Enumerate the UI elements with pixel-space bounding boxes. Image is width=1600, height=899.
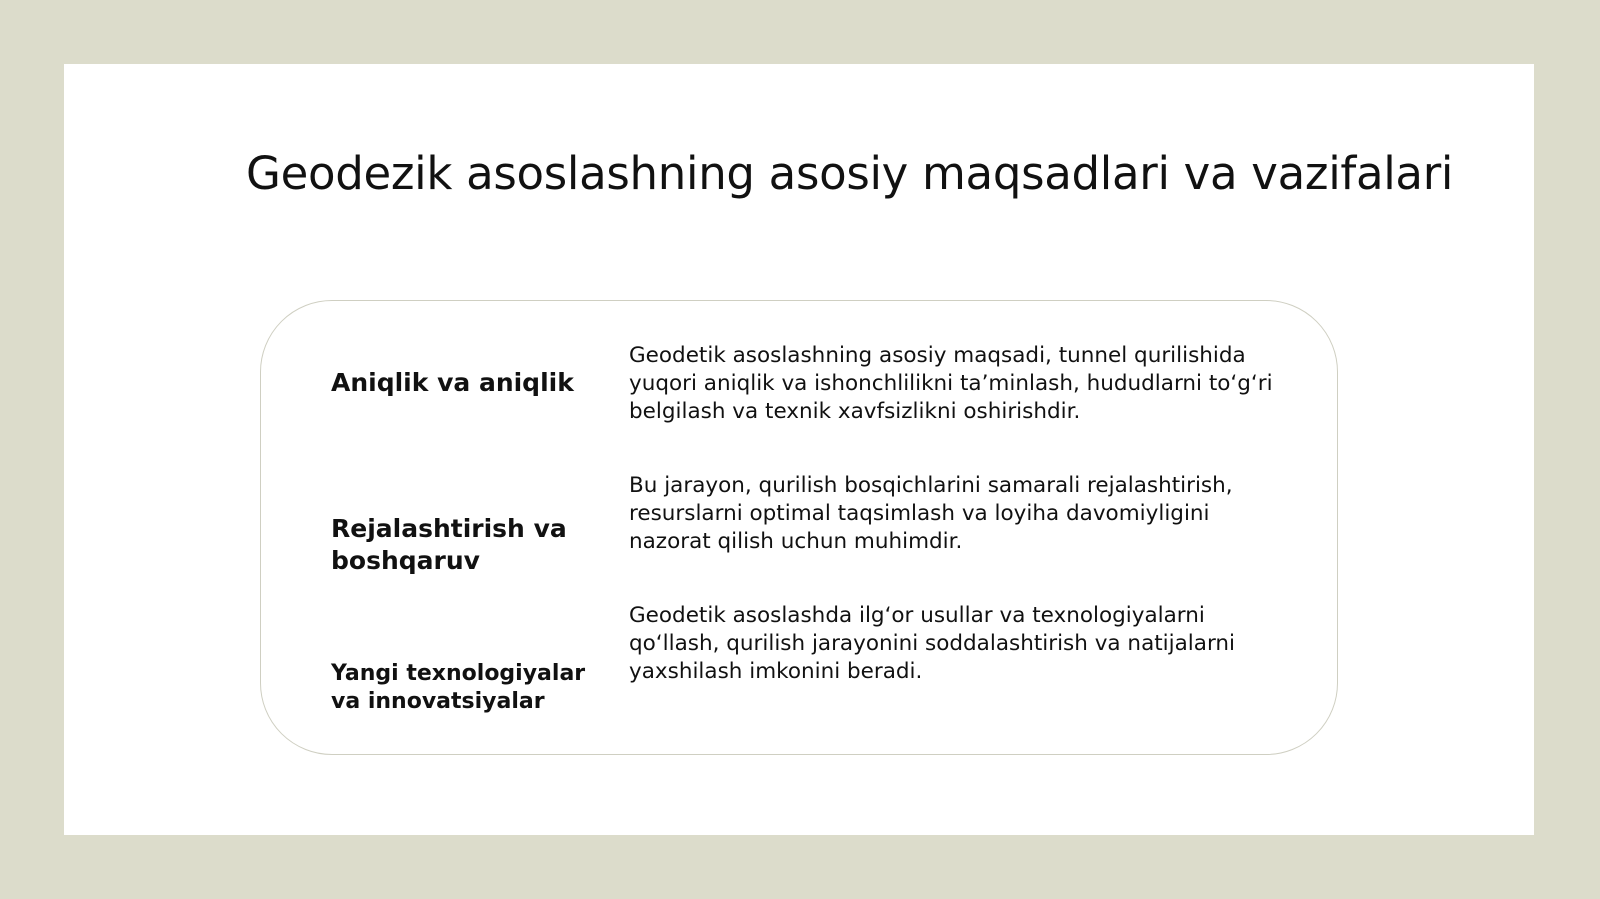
row-1-description: Geodetik asoslashning asosiy maqsadi, tunnel qurilishida yuqori aniqlik va ishonchlilikni ta’minlash, hududlarni to‘g‘ri belgilash va texnik xavfsizlikni oshirishdir. — [629, 343, 1273, 424]
slide — [64, 64, 1534, 835]
row-3-label: Yangi texnologiyalar va innovatsiyalar — [331, 661, 586, 714]
slide-title: Geodezik asoslashning asosiy maqsadlari va vazifalari — [246, 147, 1454, 200]
content-card — [260, 300, 1338, 755]
row-1-label: Aniqlik va aniqlik — [331, 368, 574, 397]
row-2-label: Rejalashtirish va boshqaruv — [331, 514, 567, 575]
row-3-description: Geodetik asoslashda ilg‘or usullar va texnologiyalarni qo‘llash, qurilish jarayonini soddalashtirish va natijalarni yaxshilash imkonini beradi. — [629, 603, 1235, 684]
row-2-description: Bu jarayon, qurilish bosqichlarini samarali rejalashtirish, resurslarni optimal taqsimlash va loyiha davomiyligini nazorat qilish uchun muhimdir. — [629, 473, 1233, 554]
